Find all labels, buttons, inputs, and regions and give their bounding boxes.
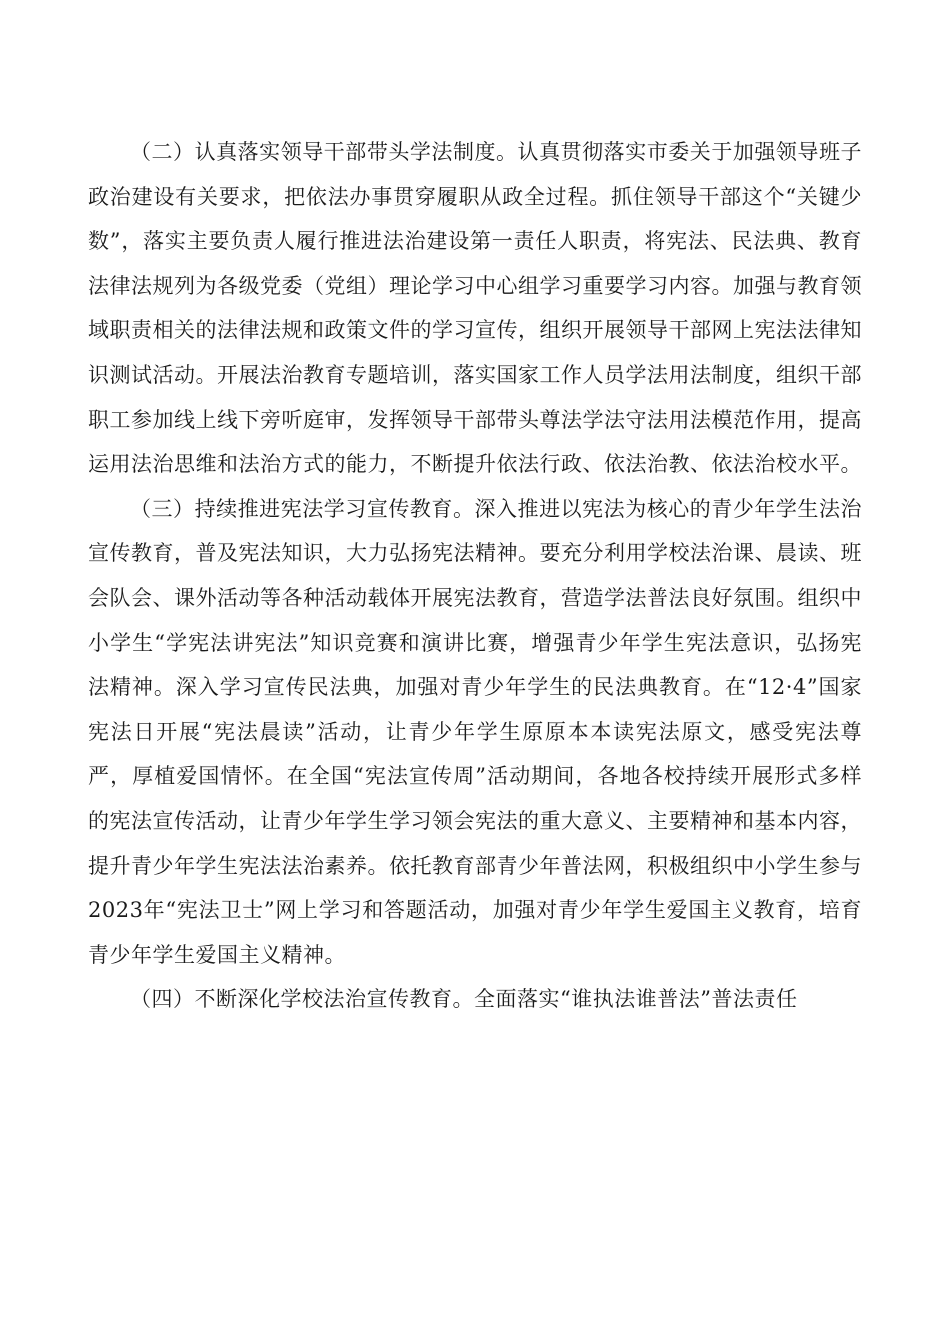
paragraph-3: （三）持续推进宪法学习宣传教育。深入推进以宪法为核心的青少年学生法治宣传教育，普及宪法知识，大力弘扬宪法精神。要充分利用学校法治课、晨读、班会队会、课外活动等各种活动载体开展宪法教育，营造学法普法良好氛围。组织中小学生“学宪法讲宪法”知识竞赛和演讲比赛，增强青少年学生宪法意识，弘扬宪法精神。深入学习宣传民法典，加强对青少年学生的民法典教育。在“12·4”国家宪法日开展“宪法晨读”活动，让青少年学生原原本本读宪法原文，感受宪法尊严，厚植爱国情怀。在全国“宪法宣传周”活动期间，各地各校持续开展形式多样的宪法宣传活动，让青少年学生学习领会宪法的重大意义、主要精神和基本内容，提升青少年学生宪法法治素养。依托教育部青少年普法网，积极组织中小学生参与2023年“宪法卫士”网上学习和答题活动，加强对青少年学生爱国主义教育，培育青少年学生爱国主义精神。 [88, 496, 862, 967]
paragraph-2: （二）认真落实领导干部带头学法制度。认真贯彻落实市委关于加强领导班子政治建设有关要求，把依法办事贯穿履职从政全过程。抓住领导干部这个“关键少数”，落实主要负责人履行推进法治建设第一责任人职责，将宪法、民法典、教育法律法规列为各级党委（党组）理论学习中心组学习重要学习内容。加强与教育领域职责相关的法律法规和政策文件的学习宣传，组织开展领导干部网上宪法法律知识测试活动。开展法治教育专题培训，落实国家工作人员学法用法制度，组织干部职工参加线上线下旁听庭审，发挥领导干部带头尊法学法守法用法模范作用，提高运用法治思维和法治方式的能力，不断提升依法行政、依法治教、依法治校水平。 [88, 140, 862, 477]
paragraph-4: （四）不断深化学校法治宣传教育。全面落实“谁执法谁普法”普法责任 [130, 987, 798, 1012]
document-body [88, 130, 862, 1022]
